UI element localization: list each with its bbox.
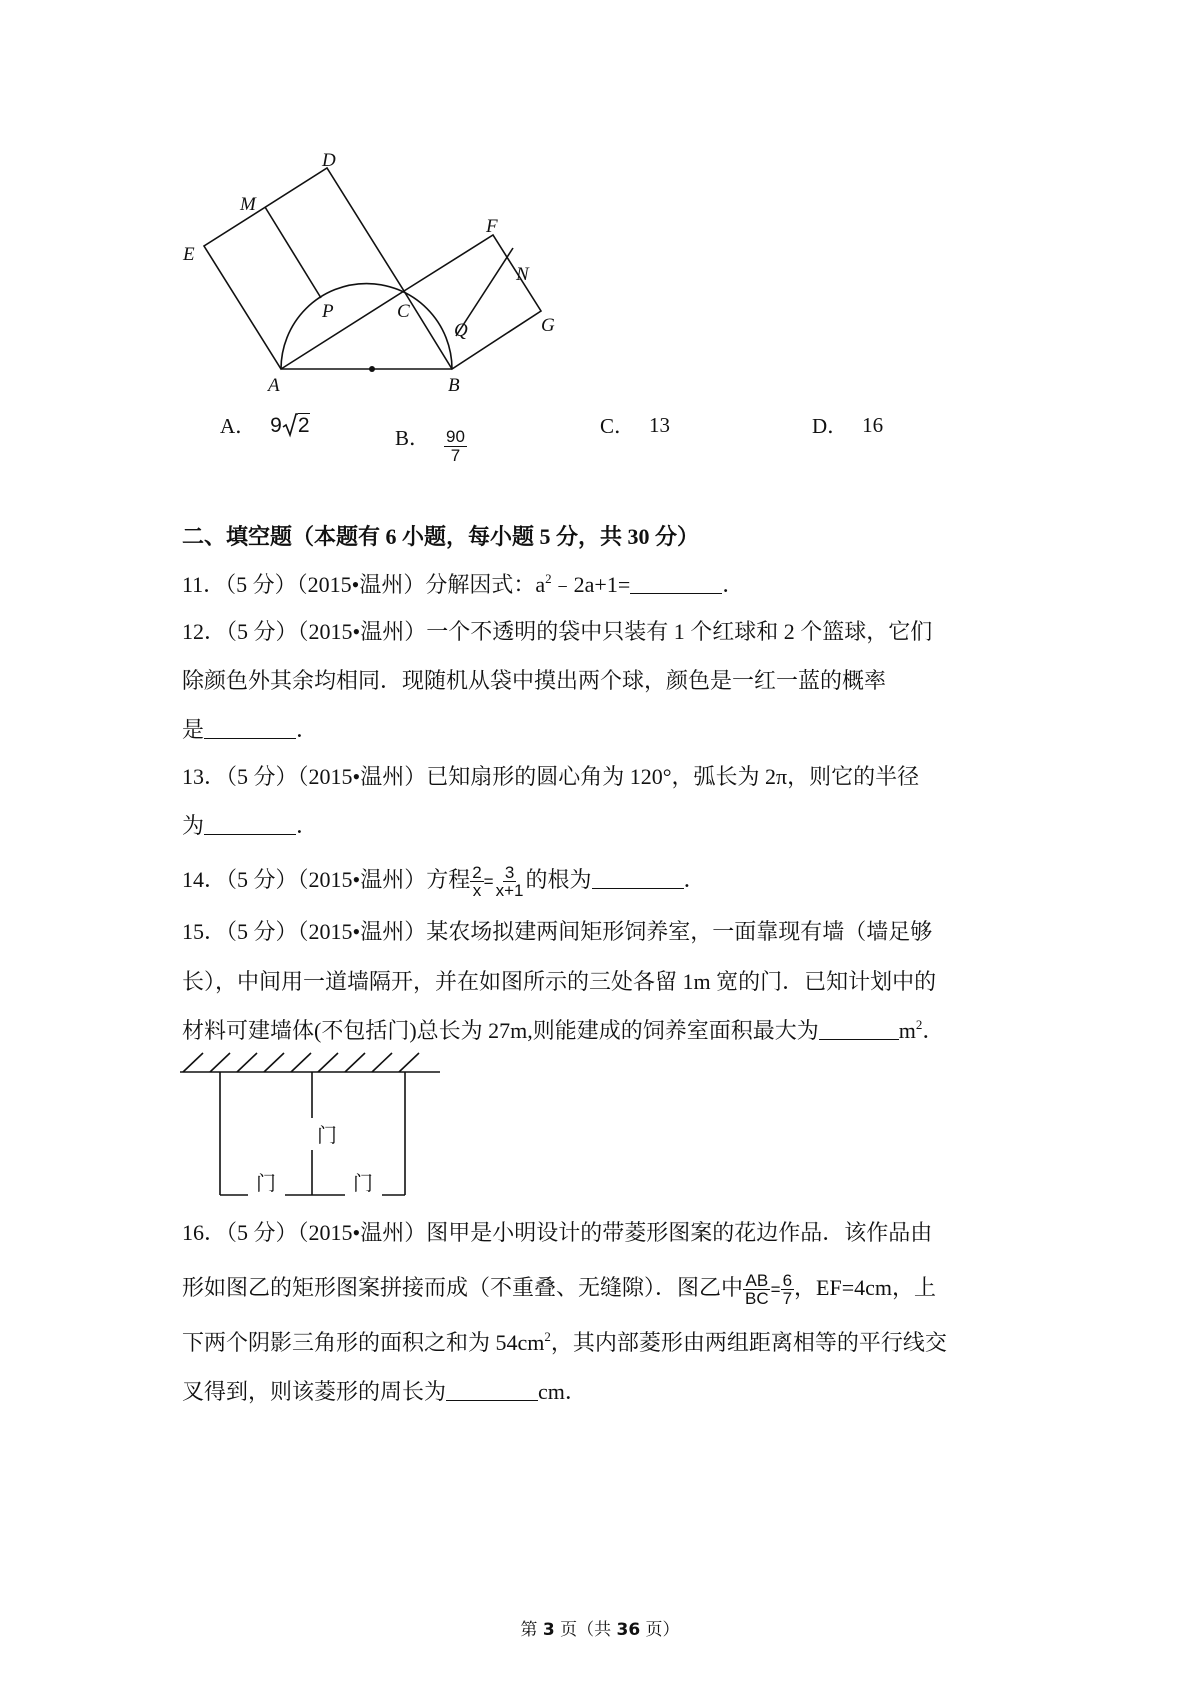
q12-prefix: 是 [182, 717, 205, 742]
q16-frac [743, 1272, 771, 1309]
q14-frac1 [470, 864, 483, 901]
question-12-line1: 12．（5 分）（2015•温州）一个不透明的袋中只装有 1 个红球和 2 个篮球，它们 [182, 619, 933, 644]
q16-ratio-den: 7 [782, 1289, 793, 1309]
q15-sup: 2 [915, 1017, 923, 1032]
q15-end: ． [922, 1018, 945, 1043]
q14-frac1-num: 2 [472, 862, 482, 882]
q16-suffix: ，EF=4cm，上 [794, 1275, 937, 1300]
q12-blank[interactable] [204, 716, 296, 739]
choice-c-label: C． [600, 414, 636, 438]
question-15-line2: 长），中间用一道墙隔开，并在如图所示的三处各留 1m 宽的门．已知计划中的 [182, 969, 937, 994]
choice-a-value [270, 412, 309, 438]
label-d: D [322, 150, 336, 171]
label-p: P [322, 301, 334, 322]
q13-end: ． [296, 813, 319, 838]
choice-b-label: B． [395, 426, 431, 451]
center-dot [369, 366, 375, 372]
choice-b-fraction [444, 428, 467, 465]
q14-end: ． [683, 867, 706, 892]
label-g: G [541, 315, 555, 336]
question-14 [182, 850, 706, 912]
question-16-line3 [182, 1328, 947, 1358]
label-a: A [268, 375, 280, 396]
q11-end: ． [722, 572, 745, 597]
question-13-line1: 13．（5 分）（2015•温州）已知扇形的圆心角为 120°，弧长为 2π，则它的半径 [182, 764, 920, 789]
q14-frac2-num: 3 [504, 862, 515, 882]
q14-frac2 [494, 864, 526, 901]
q16-blank[interactable] [446, 1378, 538, 1401]
question-16-line4 [182, 1377, 587, 1407]
q13-prefix: 为 [182, 813, 205, 838]
q11-prefix: 11．（5 分）（2015•温州）分解因式：a [182, 572, 546, 597]
label-q: Q [454, 320, 468, 341]
q12-end: ． [296, 717, 319, 742]
door-label-middle: 门 [317, 1123, 337, 1147]
q16-prefix: 形如图乙的矩形图案拼接而成（不重叠、无缝隙）．图乙中 [182, 1275, 744, 1300]
q16-ratio [781, 1272, 794, 1309]
q16-line3-suffix: ，其内部菱形由两组距离相等的平行线交 [550, 1330, 947, 1355]
question-12-line3 [182, 715, 318, 745]
q14-eq: = [483, 872, 494, 891]
q15-unit: m [898, 1018, 916, 1043]
q14-suffix: 的根为 [525, 867, 592, 892]
page-footer [0, 1615, 1200, 1640]
choice-a-label: A． [220, 414, 257, 438]
question-15-line3 [182, 1016, 944, 1046]
q14-frac2-den: x+1 [495, 881, 524, 901]
footer-post: 页） [640, 1620, 680, 1640]
question-12-line2: 除颜色外其余均相同．现随机从袋中摸出两个球，颜色是一红一蓝的概率 [182, 668, 887, 693]
q16-frac-den: BC [745, 1289, 769, 1309]
choice-a-radicand: 2 [297, 414, 310, 437]
q11-rest: ﹣2a+1= [551, 572, 631, 597]
label-c: C [397, 301, 410, 322]
footer-total-pages: 36 [616, 1620, 641, 1640]
label-m: M [240, 194, 256, 215]
question-13-line2 [182, 811, 318, 841]
choice-b-den: 7 [450, 445, 461, 465]
pen-figure [175, 1050, 445, 1210]
choice-c-value: 13 [649, 412, 671, 437]
label-e: E [183, 244, 195, 265]
door-label-left: 门 [256, 1171, 276, 1195]
question-16-line2 [182, 1258, 936, 1320]
q16-unit: cm． [538, 1379, 587, 1404]
q15-prefix: 材料可建墙体(不包括门)总长为 27m,则能建成的饲养室面积最大为 [182, 1018, 819, 1043]
q15-blank[interactable] [819, 1017, 899, 1040]
choice-d-label: D． [812, 414, 849, 438]
choice-a [220, 410, 310, 440]
footer-pre: 第 [520, 1620, 543, 1640]
choice-a-coef: 9 [270, 414, 282, 437]
label-f: F [486, 216, 498, 237]
q14-blank[interactable] [592, 866, 684, 889]
choice-d [812, 410, 883, 440]
choice-c [600, 410, 670, 440]
q14-frac1-den: x [472, 881, 482, 901]
choice-b-num: 90 [446, 427, 465, 446]
door-label-right: 门 [353, 1171, 373, 1195]
q16-frac-num: AB [745, 1270, 769, 1290]
label-b: B [448, 375, 460, 396]
q11-sup: 2 [545, 571, 552, 586]
q11-blank[interactable] [630, 571, 722, 594]
q16-line3-prefix: 下两个阴影三角形的面积之和为 54cm [182, 1330, 545, 1355]
q13-blank[interactable] [204, 812, 296, 835]
section-title: 二、填空题（本题有 6 小题，每小题 5 分，共 30 分） [182, 524, 700, 549]
question-16-line1: 16．（5 分）（2015•温州）图甲是小明设计的带菱形图案的花边作品．该作品由 [182, 1220, 933, 1245]
q16-ratio-num: 6 [782, 1270, 793, 1290]
footer-mid: 页（共 [554, 1620, 617, 1640]
choice-b [395, 410, 467, 465]
question-11 [182, 570, 744, 600]
question-15-line1: 15．（5 分）（2015•温州）某农场拟建两间矩形饲养室，一面靠现有墙（墙足够 [182, 919, 933, 944]
q16-sup: 2 [544, 1329, 551, 1344]
geometry-figure [170, 140, 570, 400]
q16-line4-prefix: 叉得到，则该菱形的周长为 [182, 1379, 447, 1404]
sqrt-symbol [282, 412, 298, 438]
q16-eq: = [770, 1280, 781, 1299]
footer-page-number: 3 [542, 1620, 555, 1640]
choice-d-value: 16 [862, 412, 884, 437]
q14-prefix: 14．（5 分）（2015•温州）方程 [182, 867, 471, 892]
label-n: N [516, 264, 529, 285]
